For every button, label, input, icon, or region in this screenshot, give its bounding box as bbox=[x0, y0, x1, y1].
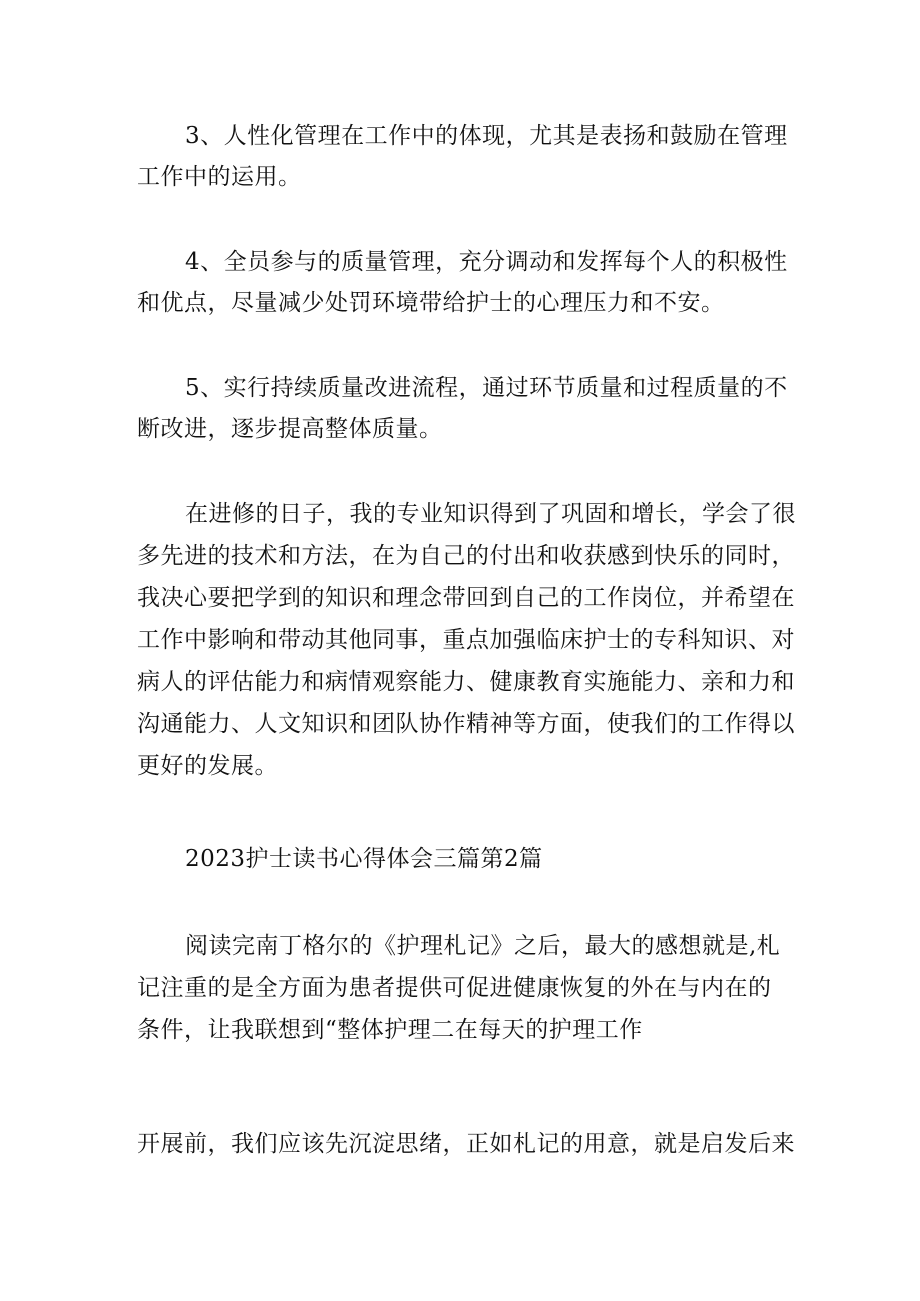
paragraph-4-line-1: 在进修的日子，我的专业知识得到了巩固和增长，学会了很 bbox=[185, 501, 796, 527]
paragraph-4-line-7: 更好的发展。 bbox=[137, 753, 278, 779]
paragraph-4-line-3: 我决心要把学到的知识和理念带回到自己的工作岗位，并希望在 bbox=[137, 585, 795, 611]
paragraph-6-line-1: 阅读完南丁格尔的《护理札记》之后，最大的感想就是,札 bbox=[185, 933, 781, 959]
paragraph-4-line-5: 病人的评估能力和病情观察能力、健康教育实施能力、亲和力和 bbox=[137, 669, 795, 695]
paragraph-4-line-4: 工作中影响和带动其他同事，重点加强临床护士的专科知识、对 bbox=[137, 627, 795, 653]
paragraph-2-line-2: 和优点，尽量减少处罚环境带给护士的心理压力和不安。 bbox=[137, 290, 725, 316]
paragraph-2-line-1: 4、全员参与的质量管理，充分调动和发挥每个人的积极性 bbox=[185, 249, 788, 275]
paragraph-1-line-2: 工作中的运用。 bbox=[137, 164, 302, 190]
paragraph-6-line-2: 记注重的是全方面为患者提供可促进健康恢复的外在与内在的 bbox=[137, 975, 772, 1001]
paragraph-3-line-1: 5、实行持续质量改进流程，通过环节质量和过程质量的不 bbox=[185, 375, 788, 401]
paragraph-1-line-1: 3、人性化管理在工作中的体现，尤其是表扬和鼓励在管理 bbox=[185, 123, 788, 149]
paragraph-3-line-2: 断改进，逐步提高整体质量。 bbox=[137, 416, 443, 442]
paragraph-4-line-2: 多先进的技术和方法，在为自己的付出和收获感到快乐的同时， bbox=[137, 543, 795, 569]
paragraph-7-line-1: 开展前，我们应该先沉淀思绪，正如札记的用意，就是启发后来 bbox=[137, 1131, 795, 1157]
section-heading: 2023护士读书心得体会三篇第2篇 bbox=[185, 846, 543, 872]
paragraph-6-line-3: 条件，让我联想到“整体护理二在每天的护理工作 bbox=[137, 1017, 643, 1043]
paragraph-4-line-6: 沟通能力、人文知识和团队协作精神等方面，使我们的工作得以 bbox=[137, 711, 795, 737]
